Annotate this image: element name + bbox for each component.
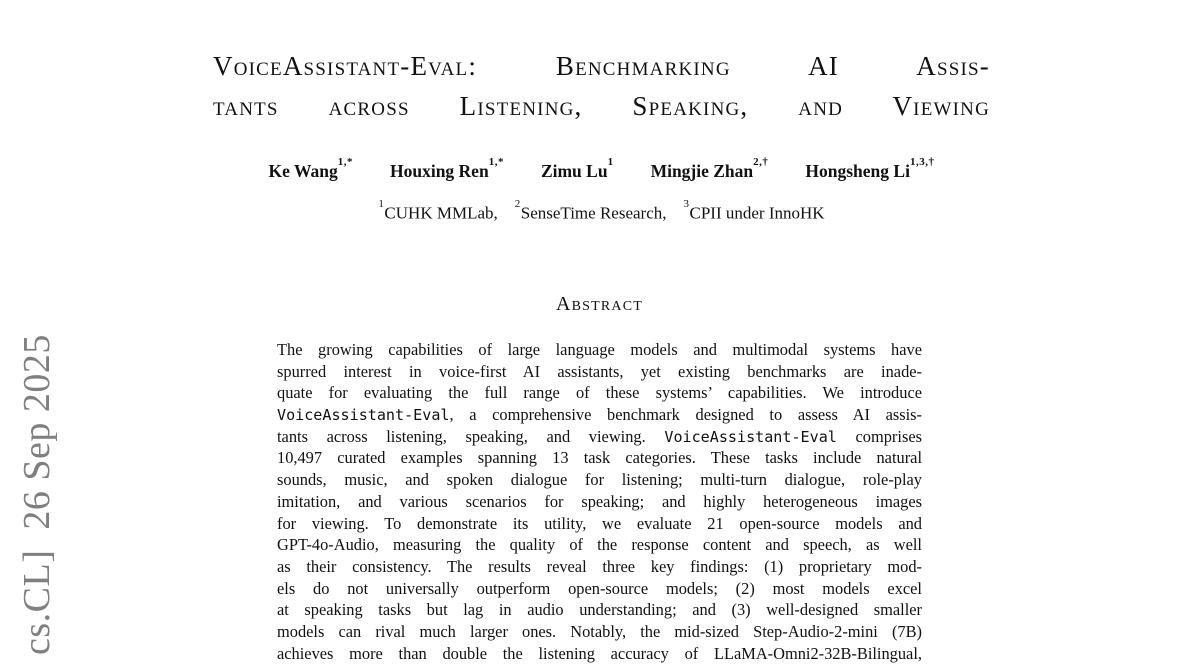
abstract-body <box>277 339 922 664</box>
abstract-text-segment: , a comprehensive benchmark designed to assess AI assis- <box>449 405 922 425</box>
abstract-line <box>277 339 922 361</box>
author-superscript: 1,* <box>488 156 504 169</box>
author-name: Mingjie Zhan <box>650 160 754 181</box>
author-superscript: 1,* <box>337 156 353 169</box>
author-block <box>805 155 934 183</box>
affiliations-row <box>213 198 990 225</box>
affiliation-superscript: 2 <box>514 198 521 211</box>
abstract-heading: Abstract <box>555 293 644 315</box>
abstract-line <box>277 556 922 578</box>
abstract-line <box>277 361 922 383</box>
affiliation-name: CUHK MMLab, <box>384 203 498 223</box>
abstract-line <box>277 534 922 556</box>
paper-title-line-2: tants across Listening, Speaking, and Viewing <box>213 91 990 121</box>
abstract-text-segment: imitation, and various scenarios for speaking; and highly heterogeneous images <box>277 491 922 511</box>
abstract-text-segment: as their consistency. The results reveal three key findings: (1) proprietary mod- <box>277 556 922 576</box>
abstract-text-segment: for viewing. To demonstrate its utility, we evaluate 21 open-source models and <box>277 513 922 533</box>
abstract-mono-segment: VoiceAssistant-Eval <box>664 427 837 446</box>
author-name: Hongsheng Li <box>805 160 910 181</box>
abstract-text-segment: 10,497 curated examples spanning 13 task categories. These tasks include natural <box>277 448 922 468</box>
author-superscript: 1,3,† <box>909 156 935 169</box>
author-superscript: 2,† <box>753 156 769 169</box>
abstract-line <box>277 621 922 643</box>
abstract-text-segment: The growing capabilities of large language models and multimodal systems have <box>277 340 922 359</box>
abstract-text-segment: spurred interest in voice-first AI assistants, yet existing benchmarks are inade- <box>277 361 922 381</box>
arxiv-watermark: cs.CL] 26 Sep 2025 <box>16 334 58 655</box>
abstract-text-segment: els do not universally outperform open-source models; (2) most models excel <box>277 578 922 598</box>
authors-row <box>213 155 990 183</box>
abstract-text-segment: achieves more than double the listening accuracy of LLaMA-Omni2-32B-Bilingual, <box>277 643 922 663</box>
abstract-line <box>277 426 922 448</box>
affiliation-superscript: 1 <box>378 198 385 211</box>
paper-title <box>213 46 990 126</box>
author-superscript: 1 <box>607 156 614 169</box>
author-name: Houxing Ren <box>389 160 489 181</box>
affiliation-name: SenseTime Research, <box>520 203 667 223</box>
abstract-line <box>277 578 922 600</box>
abstract-text-segment: GPT-4o-Audio, measuring the quality of the response content and speech, as well <box>277 535 922 555</box>
abstract-mono-segment: VoiceAssistant-Eval <box>277 406 450 425</box>
author-block <box>651 155 769 183</box>
author-block <box>541 155 614 183</box>
abstract-line <box>277 382 922 404</box>
author-block <box>269 155 353 183</box>
abstract-line <box>277 513 922 535</box>
abstract-text-segment: at speaking tasks but lag in audio understanding; and (3) well-designed smaller <box>277 600 922 620</box>
abstract-text-segment: quate for evaluating the full range of these systems’ capabilities. We introduce <box>277 383 922 403</box>
abstract-text-segment: comprises <box>836 426 922 446</box>
abstract-line <box>277 643 922 664</box>
abstract-text-segment: tants across listening, speaking, and viewing. <box>277 426 665 446</box>
author-block <box>390 155 504 183</box>
abstract-line <box>277 599 922 621</box>
affiliation-item <box>515 198 667 225</box>
author-name: Zimu Lu <box>540 160 608 181</box>
affiliation-item <box>684 198 825 225</box>
abstract-line <box>277 447 922 469</box>
affiliation-name: CPII under InnoHK <box>689 203 825 223</box>
affiliation-superscript: 3 <box>683 198 690 211</box>
abstract-line <box>277 404 922 426</box>
paper-title-line-1: VoiceAssistant-Eval: Benchmarking AI Assis- <box>213 51 990 81</box>
author-name: Ke Wang <box>268 160 338 181</box>
affiliation-item <box>378 198 497 225</box>
abstract-line <box>277 469 922 491</box>
abstract-line <box>277 491 922 513</box>
abstract-text-segment: sounds, music, and spoken dialogue for listening; multi-turn dialogue, role-play <box>277 470 922 490</box>
abstract-text-segment: models can rival much larger ones. Notably, the mid-sized Step-Audio-2-mini (7B) <box>277 621 922 641</box>
